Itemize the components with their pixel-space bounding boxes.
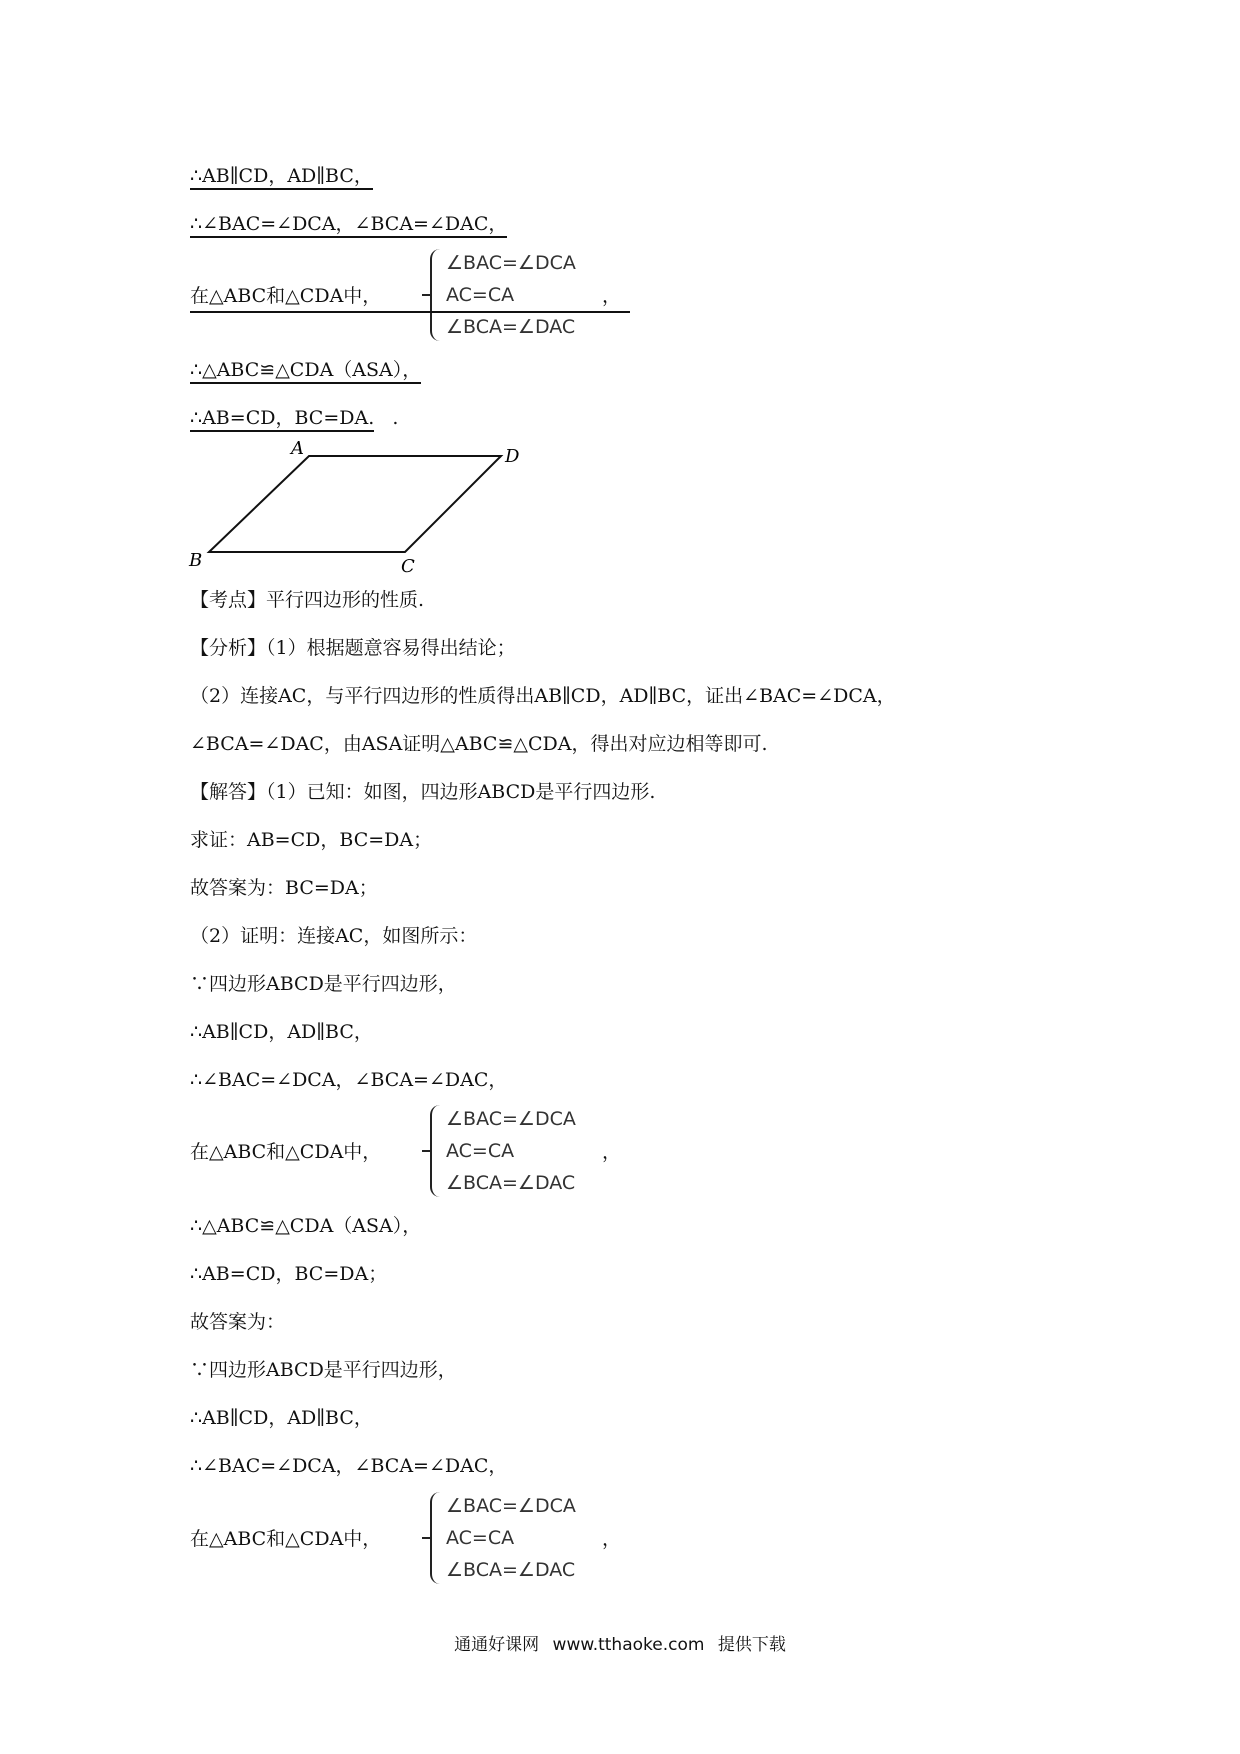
because-line-2: ∵四边形ABCD是平行四边形， — [190, 1359, 457, 1381]
system-row-3: ∠BCA=∠DAC — [446, 1559, 576, 1581]
system-row-1: ∠BAC=∠DCA — [446, 1495, 576, 1517]
answer-line-2: ∴∠BAC=∠DCA，∠BCA=∠DAC， — [190, 211, 507, 237]
kaodian-line: 【考点】平行四边形的性质. — [190, 589, 425, 611]
vertex-label-c: C — [401, 556, 415, 577]
vertex-label-a: A — [291, 440, 304, 459]
system-row-2: AC=CA — [446, 1527, 515, 1549]
system-comma: ， — [602, 1528, 622, 1550]
system-comma: ， — [602, 285, 622, 307]
answer-result-line-2: 故答案为： — [190, 1311, 286, 1333]
system-row-2: AC=CA — [446, 1140, 515, 1162]
left-brace-tip — [422, 1150, 430, 1152]
system-lead-text: 在△ABC和△CDA中， — [190, 1528, 382, 1550]
because-line-1: ∵四边形ABCD是平行四边形， — [190, 973, 457, 995]
qiuzheng-line: 求证：AB=CD，BC=DA； — [190, 829, 433, 851]
system-row-1: ∠BAC=∠DCA — [446, 1108, 576, 1130]
proof-line-4: ∴AB=CD，BC=DA； — [190, 1263, 388, 1285]
answer-line-1: ∴AB∥CD，AD∥BC， — [190, 163, 373, 189]
proof-intro-line: （2）证明：连接AC，如图所示： — [190, 925, 478, 947]
repeat-line-1: ∴AB∥CD，AD∥BC， — [190, 1407, 373, 1429]
vertex-label-d: D — [505, 446, 520, 467]
answer-result-line-1: 故答案为：BC=DA； — [190, 877, 378, 899]
proof-line-3: ∴△ABC≌△CDA（ASA）， — [190, 1215, 422, 1237]
proof-line-2: ∴∠BAC=∠DCA，∠BCA=∠DAC， — [190, 1069, 508, 1091]
fenxi-line-3: ∠BCA=∠DAC，由ASA证明△ABC≌△CDA，得出对应边相等即可. — [190, 733, 768, 755]
fenxi-line-1: 【分析】（1）根据题意容易得出结论； — [190, 637, 516, 659]
left-brace-tip — [422, 294, 430, 296]
system-row-2: AC=CA — [446, 284, 515, 306]
answer-line-3: ∴△ABC≌△CDA（ASA）， — [190, 357, 421, 383]
left-brace — [430, 249, 442, 341]
repeat-line-2: ∴∠BAC=∠DCA，∠BCA=∠DAC， — [190, 1455, 508, 1477]
footer-site-name: 通通好课网 — [454, 1635, 540, 1655]
system-underline — [190, 311, 630, 313]
system-row-3: ∠BCA=∠DAC — [446, 1172, 576, 1194]
fenxi-line-2: （2）连接AC，与平行四边形的性质得出AB∥CD，AD∥BC，证出∠BAC=∠DCA， — [190, 685, 896, 707]
left-brace-tip — [422, 1537, 430, 1539]
system-row-3: ∠BCA=∠DAC — [446, 316, 576, 338]
system-row-1: ∠BAC=∠DCA — [446, 252, 576, 274]
answer-line-4: ∴AB=CD，BC=DA. . — [190, 405, 398, 431]
left-brace — [430, 1105, 442, 1197]
system-comma: ， — [602, 1141, 622, 1163]
left-brace — [430, 1492, 442, 1584]
footer-url: www.tthaoke.com — [552, 1635, 705, 1655]
jieda-line-1: 【解答】（1）已知：如图，四边形ABCD是平行四边形. — [190, 781, 656, 803]
vertex-label-b: B — [189, 550, 203, 571]
page-footer — [0, 1630, 1240, 1655]
parallelogram-shape — [209, 456, 501, 552]
system-lead-text: 在△ABC和△CDA中， — [190, 285, 382, 307]
footer-tail: 提供下载 — [717, 1635, 786, 1655]
proof-line-1: ∴AB∥CD，AD∥BC， — [190, 1021, 373, 1043]
system-lead-text: 在△ABC和△CDA中， — [190, 1141, 382, 1163]
parallelogram-figure — [185, 440, 525, 580]
